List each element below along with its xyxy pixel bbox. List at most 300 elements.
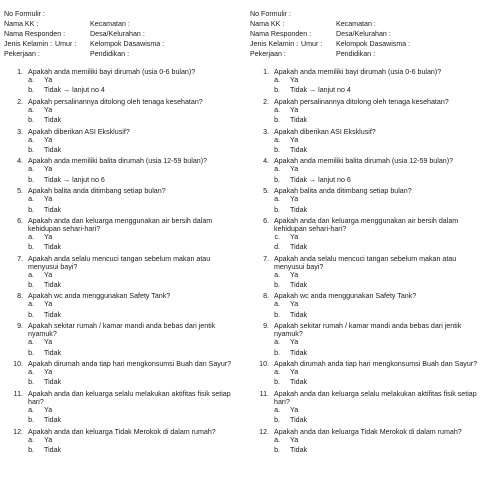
answer-options [4,368,236,389]
answer-option[interactable] [250,165,482,175]
kecamatan-label: Kecamatan : [336,20,376,28]
option-letter: a. [274,195,280,204]
option-text: Ya [290,76,299,84]
question-item [4,390,236,427]
answer-options [4,76,236,97]
answer-option[interactable] [250,195,482,205]
option-text: Ya [290,405,299,414]
question-line [250,187,482,195]
option-letter: b. [274,205,280,214]
answer-options [4,338,236,359]
question-number: 7. [263,254,269,263]
answer-options [250,300,482,321]
option-letter: a. [274,435,280,444]
option-letter: b. [274,116,280,125]
nama-responden-label: Nama Responden : [4,30,66,38]
question-line [4,428,236,436]
question-number: 11. [13,389,23,398]
question-item [250,157,482,186]
option-letter: b. [274,445,280,454]
answer-options [250,338,482,359]
option-text: Ya [290,135,299,144]
option-letter: b. [28,348,34,357]
option-letter: a. [274,300,280,309]
answer-option[interactable] [250,349,482,359]
answer-option[interactable] [250,300,482,310]
option-text: Ya [290,195,299,204]
answer-option[interactable] [250,106,482,116]
option-letter: a. [274,270,280,279]
option-letter: a. [274,165,280,174]
question-line [250,68,482,76]
question-text: Apakah anda memiliki bayi dirumah (usia 0-6 bulan)? [28,68,196,76]
option-letter: a. [28,300,34,309]
nama-responden-label: Nama Responden : [250,30,312,38]
question-line [4,255,236,271]
question-line [250,390,482,406]
answer-option[interactable] [4,349,236,359]
answer-option[interactable] [4,406,236,416]
question-text: Apakah sekitar rumah / kamar mandi anda bebas dari jentik nyamuk? [274,322,462,339]
option-letter: b. [28,281,34,290]
question-number: 9. [17,322,23,331]
question-line [4,68,236,76]
header-row-2 [4,20,236,29]
question-item [4,428,236,457]
option-letter: a. [274,405,280,414]
question-number: 12. [13,427,23,436]
question-text: Apakah anda dan keluarga Tidak Merokok di dalam rumah? [274,427,462,436]
question-text: Apakah anda dan keluarga Tidak Merokok di dalam rumah? [28,427,216,436]
answer-option[interactable] [4,106,236,116]
answer-option[interactable] [250,281,482,291]
answer-option[interactable] [250,76,482,86]
kelompok-dasawisma-label: Kelompok Dasawisma : [336,40,411,48]
header-row-5 [4,50,236,59]
option-letter: b. [28,416,34,425]
option-text: Ya [44,435,53,444]
answer-option[interactable] [4,281,236,291]
answer-option[interactable] [250,176,482,186]
answer-option[interactable] [4,76,236,86]
question-number: 3. [17,127,23,136]
answer-option[interactable] [250,136,482,146]
option-text: Ya [44,270,53,279]
option-letter: b. [274,310,280,319]
pendidikan-label: Pendidikan : [336,50,376,58]
option-text: Tidak [44,281,62,290]
question-line [250,157,482,165]
answer-option[interactable] [250,146,482,156]
option-text: Tidak [290,310,308,319]
question-text: Apakah anda dan keluarga menggunakan air bersih dalam kehidupan sehari-hari? [28,216,213,233]
question-text: Apakah anda memiliki balita dirumah (usia 12-59 bulan)? [274,157,454,166]
question-item [250,68,482,97]
option-letter: b. [274,175,280,184]
answer-option[interactable] [250,436,482,446]
question-line [4,157,236,165]
nama-kk-label: Nama KK : [4,20,39,28]
question-number: 3. [263,127,269,136]
option-text: Ya [290,368,299,377]
option-letter: b. [28,175,34,184]
answer-option[interactable] [250,378,482,388]
form-header [4,10,236,68]
option-letter: c. [274,232,280,241]
question-line [250,255,482,271]
question-item [250,255,482,292]
option-letter: b. [28,116,34,125]
form-header [250,10,482,68]
umur-label: Umur : [301,40,323,48]
question-number: 6. [263,216,269,225]
option-letter: a. [28,270,34,279]
answer-option[interactable] [4,233,236,243]
question-item [4,187,236,216]
question-text: Apakah anda selalu mencuci tangan sebelum makan atau menyusui bayi? [274,254,457,271]
option-letter: a. [28,76,34,84]
question-number: 2. [17,97,23,106]
question-item [4,255,236,292]
option-text: Ya [44,105,53,114]
option-letter: a. [28,232,34,241]
question-text: Apakah dirumah anda tiap hari mengkonsumsi Buah dan Sayur? [28,360,232,369]
option-text: Ya [44,405,53,414]
question-item [250,322,482,359]
question-item [4,292,236,321]
question-text: Apakah diberikan ASI Eksklusif? [28,127,130,136]
question-text: Apakah dirumah anda tiap hari mengkonsumsi Buah dan Sayur? [274,360,478,369]
question-text: Apakah anda dan keluarga menggunakan air bersih dalam kehidupan sehari-hari? [274,216,459,233]
question-line [4,390,236,406]
answer-option[interactable] [4,378,236,388]
option-letter: a. [28,368,34,377]
option-text: Ya [290,435,299,444]
answer-option[interactable] [4,271,236,281]
option-text: Tidak [44,116,62,125]
option-letter: b. [274,416,280,425]
option-text: Tidak [290,205,308,214]
question-item [250,128,482,157]
answer-option[interactable] [250,243,482,253]
question-line [250,322,482,338]
option-letter: b. [28,205,34,214]
answer-options [250,436,482,457]
umur-label: Umur : [55,40,77,48]
jenis-kelamin-label: Jenis Kelamin : [4,40,53,48]
question-item [250,428,482,457]
question-item [4,360,236,389]
option-text: Ya [44,368,53,377]
question-number: 10. [259,360,269,369]
question-number: 12. [259,427,269,436]
header-row-4 [250,40,482,49]
question-item [250,217,482,254]
option-letter: b. [274,86,280,95]
answer-options [4,165,236,186]
option-letter: a. [28,338,34,347]
answer-options [250,406,482,427]
option-letter: a. [274,135,280,144]
question-line [250,292,482,300]
question-text: Apakah anda memiliki balita dirumah (usia 12-59 bulan)? [28,157,208,166]
question-line [4,292,236,300]
answer-option[interactable] [4,446,236,456]
answer-options [4,406,236,427]
question-item [4,217,236,254]
question-item [4,157,236,186]
option-letter: a. [28,105,34,114]
desa-kelurahan-label: Desa/Kelurahan : [336,30,391,38]
question-text: Apakah wc anda menggunakan Safety Tank? [28,292,171,301]
kecamatan-label: Kecamatan : [90,20,130,28]
header-row-2 [250,20,482,29]
question-list [4,68,236,456]
pekerjaan-label: Pekerjaan : [4,50,40,58]
question-text: Apakah anda dan keluarga selalu melakukan aktifitas fisik setiap hari? [28,389,231,406]
answer-option[interactable] [4,416,236,426]
answer-option[interactable] [4,165,236,175]
option-text: Ya [44,300,53,309]
option-letter: a. [274,338,280,347]
header-row-1 [4,10,236,19]
option-letter: b. [274,145,280,154]
answer-option[interactable] [250,116,482,126]
option-letter: a. [274,76,280,84]
option-letter: d. [274,243,280,252]
question-number: 2. [263,97,269,106]
option-letter: b. [28,445,34,454]
no-formulir-label: No Formulir : [250,10,291,18]
answer-options [250,106,482,127]
option-text: Tidak [290,243,308,252]
header-row-3 [4,30,236,39]
option-letter: b. [274,378,280,387]
desa-kelurahan-label: Desa/Kelurahan : [90,30,145,38]
answer-options [4,136,236,157]
question-number: 10. [13,360,23,369]
header-row-1 [250,10,482,19]
answer-option[interactable] [250,86,482,96]
option-text: Tidak → lanjut no 4 [290,86,351,95]
question-item [4,128,236,157]
question-item [250,360,482,389]
answer-option[interactable] [4,436,236,446]
option-text: Tidak → lanjut no 4 [44,86,105,95]
option-letter: b. [28,145,34,154]
answer-options [250,136,482,157]
option-text: Ya [290,270,299,279]
option-text: Tidak [290,281,308,290]
answer-option[interactable] [4,136,236,146]
option-text: Tidak [290,416,308,425]
option-text: Ya [44,195,53,204]
question-list [250,68,482,456]
option-text: Tidak [290,348,308,357]
question-line [250,360,482,368]
question-number: 4. [263,157,269,166]
option-text: Tidak [44,348,62,357]
answer-options [250,368,482,389]
answer-options [4,271,236,292]
option-letter: a. [28,165,34,174]
question-text: Apakah anda memiliki bayi dirumah (usia 0-6 bulan)? [274,68,442,76]
option-text: Tidak [290,378,308,387]
option-text: Tidak [44,243,62,252]
question-item [250,187,482,216]
option-text: Tidak [44,145,62,154]
answer-options [4,195,236,216]
form-right [250,10,482,457]
option-text: Ya [290,165,299,174]
question-line [4,128,236,136]
option-text: Ya [290,105,299,114]
option-text: Ya [290,300,299,309]
option-letter: b. [28,243,34,252]
answer-options [250,195,482,216]
question-line [250,428,482,436]
option-text: Ya [44,338,53,347]
option-letter: b. [274,281,280,290]
option-text: Tidak [44,310,62,319]
answer-option[interactable] [250,233,482,243]
answer-option[interactable] [250,311,482,321]
answer-option[interactable] [4,176,236,186]
answer-option[interactable] [4,86,236,96]
answer-option[interactable] [250,446,482,456]
question-number: 6. [17,216,23,225]
question-text: Apakah persalinannya ditolong oleh tenaga kesehatan? [28,97,203,106]
option-letter: b. [28,310,34,319]
question-text: Apakah balita anda ditimbang setiap bulan? [274,187,412,196]
option-letter: a. [28,405,34,414]
answer-option[interactable] [4,206,236,216]
header-row-5 [250,50,482,59]
answer-option[interactable] [4,116,236,126]
question-line [250,98,482,106]
answer-option[interactable] [4,195,236,205]
question-text: Apakah persalinannya ditolong oleh tenaga kesehatan? [274,97,449,106]
no-formulir-label: No Formulir : [4,10,45,18]
option-text: Tidak [44,416,62,425]
answer-options [250,165,482,186]
option-text: Ya [290,338,299,347]
option-letter: a. [28,135,34,144]
question-item [250,292,482,321]
question-text: Apakah anda dan keluarga selalu melakukan aktifitas fisik setiap hari? [274,389,477,406]
question-line [4,217,236,233]
answer-option[interactable] [250,338,482,348]
option-letter: b. [28,378,34,387]
answer-options [250,233,482,254]
form-left [4,10,236,457]
option-text: Tidak [44,378,62,387]
question-number: 5. [263,187,269,196]
question-item [4,68,236,97]
answer-option[interactable] [250,206,482,216]
answer-options [4,436,236,457]
option-letter: a. [274,105,280,114]
option-letter: b. [274,348,280,357]
answer-options [4,233,236,254]
question-number: 1. [263,68,269,76]
answer-options [250,271,482,292]
question-number: 8. [17,292,23,301]
question-number: 11. [259,389,269,398]
question-text: Apakah anda selalu mencuci tangan sebelum makan atau menyusui bayi? [28,254,211,271]
question-line [4,187,236,195]
answer-option[interactable] [250,368,482,378]
option-letter: a. [274,368,280,377]
option-letter: a. [28,195,34,204]
question-text: Apakah balita anda ditimbang setiap bulan? [28,187,166,196]
question-item [4,98,236,127]
option-text: Tidak [290,445,308,454]
option-letter: b. [28,86,34,95]
question-line [250,128,482,136]
pekerjaan-label: Pekerjaan : [250,50,286,58]
question-number: 7. [17,254,23,263]
answer-options [4,300,236,321]
answer-option[interactable] [4,311,236,321]
header-row-4 [4,40,236,49]
option-text: Tidak [44,205,62,214]
option-text: Ya [290,232,299,241]
answer-options [4,106,236,127]
question-number: 8. [263,292,269,301]
question-text: Apakah wc anda menggunakan Safety Tank? [274,292,417,301]
header-row-3 [250,30,482,39]
nama-kk-label: Nama KK : [250,20,285,28]
option-text: Tidak → lanjut no 6 [290,175,351,184]
answer-option[interactable] [250,416,482,426]
option-text: Ya [44,76,53,84]
option-letter: a. [28,435,34,444]
answer-options [250,76,482,97]
jenis-kelamin-label: Jenis Kelamin : [250,40,299,48]
question-text: Apakah sekitar rumah / kamar mandi anda bebas dari jentik nyamuk? [28,322,216,339]
question-number: 9. [263,322,269,331]
pendidikan-label: Pendidikan : [90,50,130,58]
question-line [250,217,482,233]
question-item [250,98,482,127]
question-item [4,322,236,359]
answer-option[interactable] [4,300,236,310]
question-item [250,390,482,427]
question-number: 5. [17,187,23,196]
answer-option[interactable] [4,338,236,348]
question-text: Apakah diberikan ASI Eksklusif? [274,127,376,136]
answer-option[interactable] [250,271,482,281]
option-text: Tidak [290,116,308,125]
answer-option[interactable] [4,243,236,253]
option-text: Ya [44,135,53,144]
option-text: Ya [44,232,53,241]
question-line [4,360,236,368]
question-line [4,98,236,106]
answer-option[interactable] [4,146,236,156]
kelompok-dasawisma-label: Kelompok Dasawisma : [90,40,165,48]
option-text: Tidak → lanjut no 6 [44,175,105,184]
question-line [4,322,236,338]
question-number: 4. [17,157,23,166]
answer-option[interactable] [250,406,482,416]
option-text: Tidak [290,145,308,154]
option-text: Ya [44,165,53,174]
option-text: Tidak [44,445,62,454]
answer-option[interactable] [4,368,236,378]
question-number: 1. [17,68,23,76]
